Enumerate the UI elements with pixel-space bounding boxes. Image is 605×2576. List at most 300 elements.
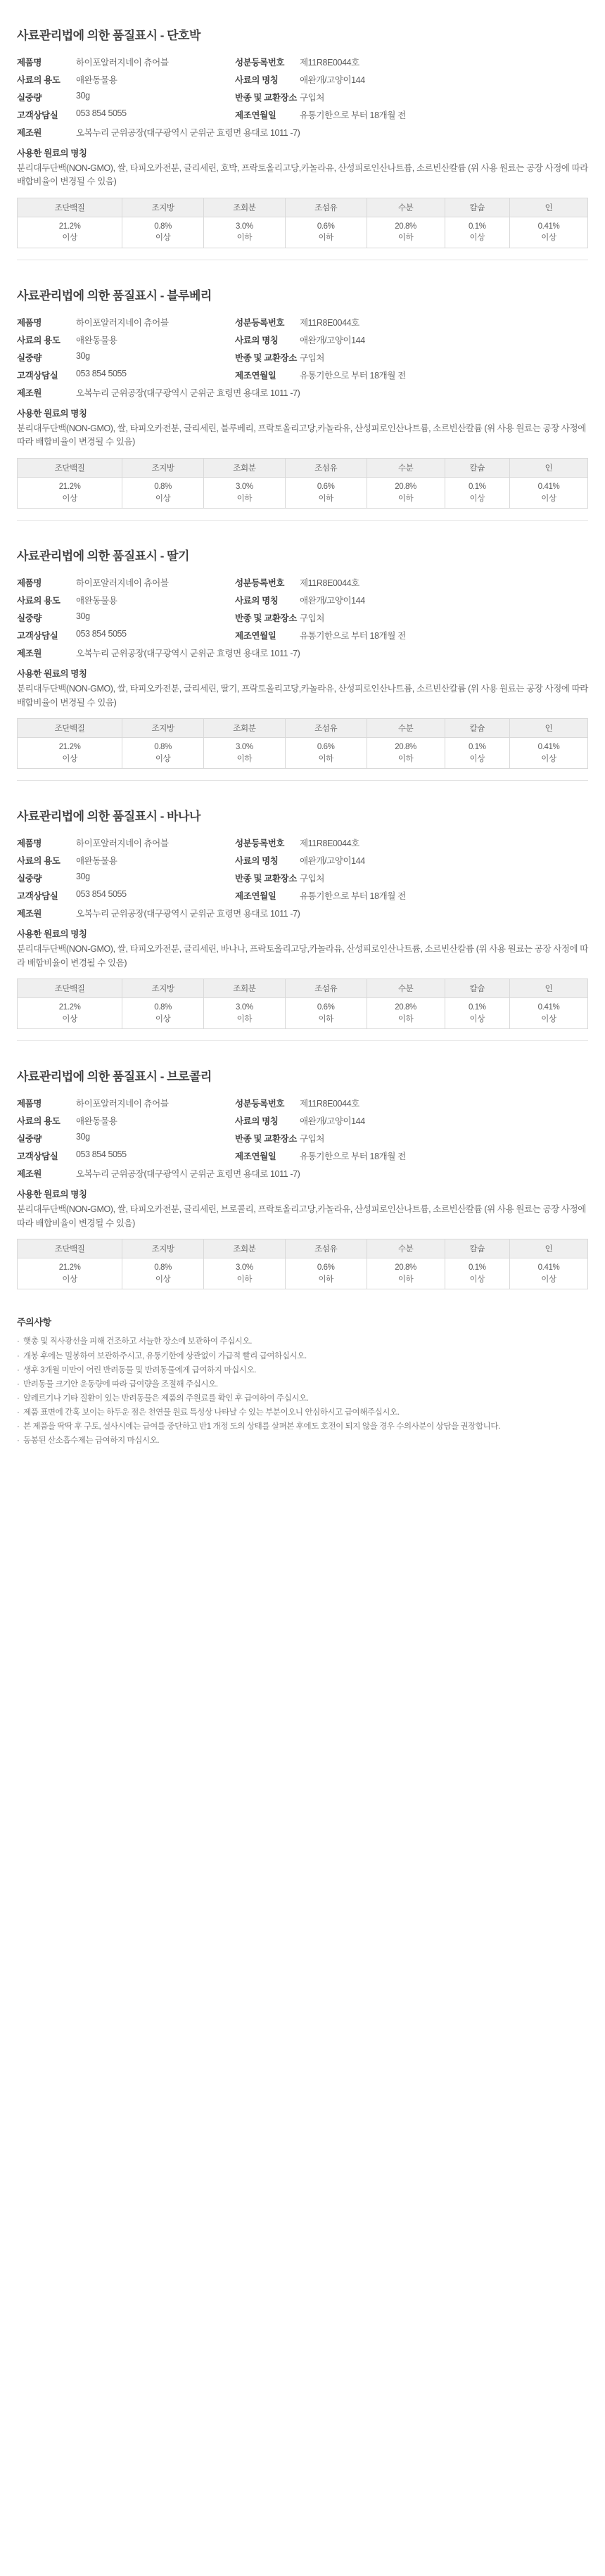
spec-key-secondary: 제조연월일 bbox=[235, 891, 276, 901]
nutrition-header-cell: 조지방 bbox=[122, 458, 204, 477]
spec-key: 사료의 용도 bbox=[17, 75, 60, 85]
nutrition-header-cell: 조회분 bbox=[203, 458, 285, 477]
nutrition-amount: 21.2% bbox=[58, 222, 81, 231]
nutrition-qualifier: 이상 bbox=[469, 234, 485, 243]
spec-row bbox=[17, 1164, 588, 1182]
precaution-item: · 알레르기나 기타 질환이 있는 반려동물은 제품의 주원료를 확인 후 급여하여 주십시오. bbox=[17, 1391, 588, 1405]
nutrition-amount: 3.0% bbox=[236, 482, 253, 491]
spec-table bbox=[17, 1094, 588, 1182]
nutrition-header-row bbox=[18, 1239, 588, 1258]
spec-row bbox=[17, 348, 588, 366]
nutrition-amount: 20.8% bbox=[395, 222, 416, 231]
nutrition-amount: 21.2% bbox=[58, 742, 81, 751]
precautions-list bbox=[17, 1334, 588, 1448]
nutrition-value-cell bbox=[509, 998, 587, 1029]
nutrition-header-cell: 조단백질 bbox=[18, 1239, 122, 1258]
ingredients-text: 분리대두단백(NON-GMO), 쌀, 타피오카전분, 글리세린, 브로콜리, 프락토올리고당,카놀라유, 산성피로인산나트륨, 소르빈산칼륨 (위 사용 원료는 공장 사정에 따라 배합비율이 변경될 수 있음) bbox=[17, 1204, 586, 1228]
nutrition-header-cell: 조섬유 bbox=[285, 979, 367, 998]
nutrition-header-row bbox=[18, 979, 588, 998]
label-title: 사료관리법에 의한 품질표시 - 단호박 bbox=[17, 29, 200, 42]
nutrition-qualifier: 이하 bbox=[318, 494, 333, 503]
nutrition-qualifier: 이상 bbox=[155, 1275, 171, 1284]
nutrition-value-cell bbox=[203, 477, 285, 508]
spec-key-secondary: 성분등록번호 bbox=[235, 317, 285, 328]
spec-table bbox=[17, 313, 588, 401]
nutrition-header-cell: 수분 bbox=[367, 979, 445, 998]
nutrition-qualifier: 이상 bbox=[541, 1275, 556, 1284]
nutrition-value-cell bbox=[285, 737, 367, 768]
spec-row bbox=[17, 591, 588, 608]
nutrition-header-cell: 조지방 bbox=[122, 1239, 204, 1258]
spec-key: 제품명 bbox=[17, 578, 42, 588]
nutrition-qualifier: 이상 bbox=[62, 754, 77, 763]
ingredients-heading: 사용한 원료의 명칭 bbox=[17, 148, 87, 158]
nutrition-amount: 0.6% bbox=[317, 1263, 335, 1273]
spec-key: 고객상담실 bbox=[17, 110, 58, 120]
nutrition-qualifier: 이상 bbox=[155, 494, 171, 503]
spec-value-secondary: 제11R8E0044호 bbox=[300, 1098, 359, 1109]
nutrition-header-cell: 인 bbox=[509, 718, 587, 737]
spec-row bbox=[17, 1111, 588, 1129]
spec-row bbox=[17, 1094, 588, 1111]
nutrition-value-row bbox=[18, 217, 588, 248]
spec-row bbox=[17, 106, 588, 123]
spec-value-secondary: 애완개/고양이144 bbox=[300, 1116, 365, 1126]
nutrition-header-cell: 조지방 bbox=[122, 718, 204, 737]
spec-value-secondary: 애완개/고양이144 bbox=[300, 335, 365, 345]
nutrition-qualifier: 이하 bbox=[318, 234, 333, 243]
nutrition-qualifier: 이상 bbox=[469, 494, 485, 503]
nutrition-value-cell bbox=[18, 1258, 122, 1289]
nutrition-header-cell: 조단백질 bbox=[18, 198, 122, 217]
nutrition-header-cell: 조회분 bbox=[203, 1239, 285, 1258]
spec-key: 실중량 bbox=[17, 92, 42, 103]
spec-key: 실중량 bbox=[17, 873, 42, 884]
nutrition-value-cell bbox=[285, 217, 367, 248]
nutrition-header-cell: 조회분 bbox=[203, 979, 285, 998]
spec-row bbox=[17, 834, 588, 851]
spec-value: 애완동물용 bbox=[76, 75, 117, 85]
nutrition-header-cell: 칼슘 bbox=[445, 979, 509, 998]
ingredients-heading: 사용한 원료의 명칭 bbox=[17, 669, 87, 680]
nutrition-value-cell bbox=[445, 998, 509, 1029]
nutrition-amount: 3.0% bbox=[236, 742, 253, 751]
nutrition-qualifier: 이하 bbox=[397, 754, 414, 763]
nutrition-value-cell bbox=[203, 998, 285, 1029]
label-title: 사료관리법에 의한 품질표시 - 블루베리 bbox=[17, 289, 212, 303]
spec-key: 제품명 bbox=[17, 317, 42, 328]
nutrition-amount: 21.2% bbox=[58, 1003, 81, 1012]
nutrition-header-cell: 조지방 bbox=[122, 198, 204, 217]
nutrition-qualifier: 이하 bbox=[397, 234, 414, 243]
spec-key-secondary: 사료의 명칭 bbox=[235, 335, 279, 345]
spec-value: 하이포알러지네이 츄어블 bbox=[76, 57, 169, 68]
nutrition-qualifier: 이하 bbox=[397, 1275, 414, 1284]
nutrition-header-cell: 인 bbox=[509, 458, 587, 477]
nutrition-amount: 21.2% bbox=[58, 482, 81, 491]
nutrition-header-cell: 조단백질 bbox=[18, 979, 122, 998]
spec-row bbox=[17, 644, 588, 661]
spec-row bbox=[17, 904, 588, 922]
spec-value: 하이포알러지네이 츄어블 bbox=[76, 578, 169, 588]
spec-value: 053 854 5055 bbox=[76, 888, 127, 899]
ingredients-text: 분리대두단백(NON-GMO), 쌀, 타피오카전분, 글리세린, 딸기, 프락토올리고당,카놀라유, 산성피로인산나트륨, 소르빈산칼륨 (위 사용 원료는 공장 사정에 따라 배합비율이 변경될 수 있음) bbox=[17, 684, 588, 708]
spec-key-secondary: 제조연월일 bbox=[235, 1151, 276, 1161]
spec-key: 사료의 용도 bbox=[17, 855, 60, 866]
nutrition-value-cell bbox=[445, 737, 509, 768]
nutrition-qualifier: 이상 bbox=[62, 1275, 77, 1284]
product-label-block bbox=[0, 781, 605, 1029]
nutrition-header-cell: 조단백질 bbox=[18, 458, 122, 477]
spec-key: 사료의 용도 bbox=[17, 335, 60, 345]
spec-value-secondary: 구입처 bbox=[300, 1133, 325, 1144]
precaution-item: · 햇총 및 직사광선을 피해 건조하고 서늘한 장소에 보관하여 주십시오. bbox=[17, 1334, 588, 1348]
spec-key-secondary: 제조연월일 bbox=[235, 110, 276, 120]
spec-table bbox=[17, 53, 588, 141]
spec-row bbox=[17, 313, 588, 331]
nutrition-amount: 0.41% bbox=[537, 482, 560, 491]
product-label-block bbox=[0, 260, 605, 509]
nutrition-qualifier: 이하 bbox=[318, 754, 333, 763]
spec-key: 제조원 bbox=[17, 908, 42, 919]
nutrition-header-cell: 수분 bbox=[367, 198, 445, 217]
spec-key: 고객상담실 bbox=[17, 891, 58, 901]
nutrition-amount: 0.8% bbox=[154, 1003, 172, 1012]
spec-row bbox=[17, 123, 588, 141]
nutrition-qualifier: 이상 bbox=[541, 234, 556, 243]
spec-value: 30g bbox=[76, 611, 90, 621]
nutrition-header-cell: 조섬유 bbox=[285, 198, 367, 217]
nutrition-header-row bbox=[18, 718, 588, 737]
spec-value-secondary: 애완개/고양이144 bbox=[300, 75, 365, 85]
nutrition-amount: 0.6% bbox=[317, 1003, 335, 1012]
nutrition-header-cell: 인 bbox=[509, 979, 587, 998]
product-label-block bbox=[0, 1041, 605, 1289]
precaution-item: · 동봉된 산소흡수제는 급여하지 마십시오. bbox=[17, 1434, 588, 1448]
nutrition-value-cell bbox=[367, 217, 445, 248]
nutrition-value-cell bbox=[509, 217, 587, 248]
spec-row bbox=[17, 366, 588, 383]
spec-key-secondary: 성분등록번호 bbox=[235, 57, 285, 68]
nutrition-value-cell bbox=[18, 477, 122, 508]
nutrition-value-cell bbox=[122, 998, 204, 1029]
nutrition-value-cell bbox=[122, 737, 204, 768]
spec-key: 제조원 bbox=[17, 648, 42, 658]
spec-key-secondary: 반종 및 교환장소 bbox=[235, 873, 297, 884]
nutrition-header-cell: 칼슘 bbox=[445, 718, 509, 737]
nutrition-amount: 0.6% bbox=[317, 482, 335, 491]
spec-value: 하이포알러지네이 츄어블 bbox=[76, 317, 169, 328]
nutrition-header-cell: 수분 bbox=[367, 718, 445, 737]
spec-value: 애완동물용 bbox=[76, 1116, 117, 1126]
nutrition-qualifier: 이상 bbox=[541, 494, 556, 503]
spec-value-secondary: 구입처 bbox=[300, 873, 325, 884]
spec-value: 053 854 5055 bbox=[76, 368, 127, 378]
spec-value: 오복누리 군위공장(대구광역시 군위군 효령면 용대로 1011 -7) bbox=[76, 1168, 300, 1179]
nutrition-qualifier: 이하 bbox=[397, 494, 414, 503]
spec-value: 053 854 5055 bbox=[76, 628, 127, 639]
nutrition-amount: 3.0% bbox=[236, 1263, 253, 1273]
nutrition-value-cell bbox=[367, 477, 445, 508]
spec-value: 30g bbox=[76, 871, 90, 881]
spec-row bbox=[17, 53, 588, 70]
nutrition-amount: 0.1% bbox=[468, 482, 486, 491]
spec-value: 30g bbox=[76, 350, 90, 361]
nutrition-value-cell bbox=[122, 477, 204, 508]
ingredients-heading: 사용한 원료의 명칭 bbox=[17, 929, 87, 940]
nutrition-value-cell bbox=[285, 477, 367, 508]
spec-key: 사료의 용도 bbox=[17, 595, 60, 606]
nutrition-value-cell bbox=[285, 998, 367, 1029]
nutrition-qualifier: 이하 bbox=[236, 1014, 253, 1024]
spec-value: 애완동물용 bbox=[76, 595, 117, 606]
spec-row bbox=[17, 573, 588, 591]
nutrition-amount: 3.0% bbox=[236, 1003, 253, 1012]
spec-value-secondary: 구입처 bbox=[300, 352, 325, 363]
spec-key-secondary: 사료의 명칭 bbox=[235, 595, 279, 606]
spec-key-secondary: 반종 및 교환장소 bbox=[235, 1133, 297, 1144]
spec-key: 실중량 bbox=[17, 613, 42, 623]
spec-row bbox=[17, 88, 588, 106]
nutrition-value-cell bbox=[203, 737, 285, 768]
spec-key-secondary: 반종 및 교환장소 bbox=[235, 352, 297, 363]
nutrition-qualifier: 이상 bbox=[155, 234, 171, 243]
spec-key-secondary: 성분등록번호 bbox=[235, 838, 285, 848]
nutrition-value-cell bbox=[18, 737, 122, 768]
nutrition-amount: 0.8% bbox=[154, 742, 172, 751]
nutrition-value-cell bbox=[203, 217, 285, 248]
spec-row bbox=[17, 1129, 588, 1147]
precaution-item: · 본 제품을 딱딱 후 구토, 설사시에는 급여를 중단하고 반1 개정 도의 상태를 살펴본 후에도 호전이 되지 않을 경우 수의사분이 상담을 권장합니다. bbox=[17, 1420, 588, 1434]
nutrition-value-cell bbox=[445, 1258, 509, 1289]
precautions-section bbox=[0, 1296, 605, 1469]
label-title: 사료관리법에 의한 품질표시 - 바나나 bbox=[17, 810, 200, 824]
nutrition-amount: 0.8% bbox=[154, 482, 172, 491]
precaution-item: · 제품 표면에 간혹 보이는 하두운 점은 천연물 원료 특성상 나타날 수 있는 부분이오니 안심하시고 급여해주십시오. bbox=[17, 1405, 588, 1420]
ingredients-text: 분리대두단백(NON-GMO), 쌀, 타피오카전분, 글리세린, 바나나, 프락토올리고당,카놀라유, 산성피로인산나트륨, 소르빈산칼륨 (위 사용 원료는 공장 사정에 따라 배합비율이 변경될 수 있음) bbox=[17, 944, 588, 968]
nutrition-header-cell: 조섬유 bbox=[285, 458, 367, 477]
nutrition-header-cell: 조지방 bbox=[122, 979, 204, 998]
spec-value: 053 854 5055 bbox=[76, 108, 127, 118]
spec-value: 30g bbox=[76, 90, 90, 101]
spec-value: 애완동물용 bbox=[76, 335, 117, 345]
spec-value-secondary: 유통기한으로 부터 18개월 전 bbox=[300, 891, 406, 901]
nutrition-header-cell: 칼슘 bbox=[445, 1239, 509, 1258]
nutrition-value-row bbox=[18, 477, 588, 508]
nutrition-table bbox=[17, 718, 588, 769]
nutrition-header-cell: 인 bbox=[509, 198, 587, 217]
spec-key: 실중량 bbox=[17, 352, 42, 363]
nutrition-qualifier: 이상 bbox=[155, 754, 171, 763]
nutrition-header-cell: 칼슘 bbox=[445, 198, 509, 217]
spec-key-secondary: 사료의 명칭 bbox=[235, 855, 279, 866]
nutrition-amount: 0.41% bbox=[537, 1263, 560, 1273]
spec-table bbox=[17, 573, 588, 661]
ingredients-text: 분리대두단백(NON-GMO), 쌀, 타피오카전분, 글리세린, 블루베리, 프락토올리고당,카놀라유, 산성피로인산나트륨, 소르빈산칼륨 (위 사용 원료는 공장 사정에 따라 배합비율이 변경될 수 있음) bbox=[17, 423, 586, 447]
spec-value-secondary: 유통기한으로 부터 18개월 전 bbox=[300, 630, 406, 641]
nutrition-amount: 20.8% bbox=[395, 1263, 416, 1273]
spec-row bbox=[17, 70, 588, 88]
nutrition-qualifier: 이상 bbox=[469, 1275, 485, 1284]
nutrition-value-cell bbox=[445, 477, 509, 508]
spec-key: 사료의 용도 bbox=[17, 1116, 60, 1126]
nutrition-value-cell bbox=[367, 737, 445, 768]
ingredients-text: 분리대두단백(NON-GMO), 쌀, 타피오카전분, 글리세린, 호박, 프락토올리고당,카놀라유, 산성피로인산나트륨, 소르빈산칼륨 (위 사용 원료는 공장 사정에 따라 배합비율이 변경될 수 있음) bbox=[17, 163, 588, 187]
spec-value: 오복누리 군위공장(대구광역시 군위군 효령면 용대로 1011 -7) bbox=[76, 908, 300, 919]
spec-key: 제조원 bbox=[17, 127, 42, 138]
ingredients-heading: 사용한 원료의 명칭 bbox=[17, 1190, 87, 1200]
spec-value: 애완동물용 bbox=[76, 855, 117, 866]
spec-row bbox=[17, 1147, 588, 1164]
nutrition-qualifier: 이하 bbox=[397, 1014, 414, 1024]
spec-key-secondary: 성분등록번호 bbox=[235, 1098, 285, 1109]
spec-value-secondary: 제11R8E0044호 bbox=[300, 57, 359, 68]
nutrition-amount: 20.8% bbox=[395, 1003, 416, 1012]
spec-key: 제품명 bbox=[17, 838, 42, 848]
nutrition-header-cell: 조섬유 bbox=[285, 1239, 367, 1258]
nutrition-amount: 0.6% bbox=[317, 742, 335, 751]
spec-table bbox=[17, 834, 588, 922]
nutrition-amount: 0.8% bbox=[154, 1263, 172, 1273]
nutrition-amount: 0.1% bbox=[468, 222, 486, 231]
precaution-item: · 개봉 후에는 밀봉하여 보관하주시고, 유통기한에 상관없이 가급적 빨리 급여하십시오. bbox=[17, 1349, 588, 1363]
spec-key: 제품명 bbox=[17, 57, 42, 68]
nutrition-value-row bbox=[18, 998, 588, 1029]
nutrition-amount: 20.8% bbox=[395, 482, 416, 491]
spec-key-secondary: 성분등록번호 bbox=[235, 578, 285, 588]
spec-key-secondary: 제조연월일 bbox=[235, 630, 276, 641]
nutrition-table bbox=[17, 198, 588, 248]
spec-row bbox=[17, 383, 588, 401]
nutrition-value-cell bbox=[203, 1258, 285, 1289]
spec-value-secondary: 제11R8E0044호 bbox=[300, 838, 359, 848]
nutrition-amount: 0.1% bbox=[468, 1263, 486, 1273]
nutrition-header-cell: 조단백질 bbox=[18, 718, 122, 737]
nutrition-header-cell: 수분 bbox=[367, 1239, 445, 1258]
nutrition-value-row bbox=[18, 1258, 588, 1289]
nutrition-value-cell bbox=[367, 1258, 445, 1289]
nutrition-amount: 20.8% bbox=[395, 742, 416, 751]
nutrition-qualifier: 이상 bbox=[62, 234, 77, 243]
nutrition-header-cell: 수분 bbox=[367, 458, 445, 477]
nutrition-table bbox=[17, 1239, 588, 1289]
spec-value-secondary: 제11R8E0044호 bbox=[300, 578, 359, 588]
spec-key: 제품명 bbox=[17, 1098, 42, 1109]
nutrition-value-cell bbox=[285, 1258, 367, 1289]
spec-value-secondary: 애완개/고양이144 bbox=[300, 595, 365, 606]
nutrition-qualifier: 이하 bbox=[236, 234, 253, 243]
nutrition-amount: 0.41% bbox=[537, 1003, 560, 1012]
spec-value: 오복누리 군위공장(대구광역시 군위군 효령면 용대로 1011 -7) bbox=[76, 388, 300, 398]
spec-key: 고객상담실 bbox=[17, 1151, 58, 1161]
spec-row bbox=[17, 626, 588, 644]
nutrition-amount: 0.41% bbox=[537, 222, 560, 231]
nutrition-qualifier: 이하 bbox=[318, 1275, 333, 1284]
nutrition-table bbox=[17, 978, 588, 1029]
nutrition-value-cell bbox=[367, 998, 445, 1029]
nutrition-header-cell: 인 bbox=[509, 1239, 587, 1258]
spec-key-secondary: 반종 및 교환장소 bbox=[235, 92, 297, 103]
spec-key-secondary: 사료의 명칭 bbox=[235, 75, 279, 85]
nutrition-header-cell: 칼슘 bbox=[445, 458, 509, 477]
nutrition-value-cell bbox=[122, 1258, 204, 1289]
spec-value: 053 854 5055 bbox=[76, 1149, 127, 1159]
spec-row bbox=[17, 886, 588, 904]
nutrition-header-row bbox=[18, 458, 588, 477]
nutrition-value-cell bbox=[509, 477, 587, 508]
spec-row bbox=[17, 869, 588, 886]
spec-value-secondary: 유통기한으로 부터 18개월 전 bbox=[300, 110, 406, 120]
nutrition-amount: 0.8% bbox=[154, 222, 172, 231]
spec-key: 실중량 bbox=[17, 1133, 42, 1144]
nutrition-value-cell bbox=[122, 217, 204, 248]
spec-value-secondary: 유통기한으로 부터 18개월 전 bbox=[300, 370, 406, 381]
nutrition-qualifier: 이하 bbox=[236, 754, 253, 763]
nutrition-value-cell bbox=[18, 217, 122, 248]
spec-value: 오복누리 군위공장(대구광역시 군위군 효령면 용대로 1011 -7) bbox=[76, 127, 300, 138]
spec-key-secondary: 사료의 명칭 bbox=[235, 1116, 279, 1126]
spec-value-secondary: 제11R8E0044호 bbox=[300, 317, 359, 328]
nutrition-value-row bbox=[18, 737, 588, 768]
spec-value: 하이포알러지네이 츄어블 bbox=[76, 1098, 169, 1109]
nutrition-qualifier: 이하 bbox=[236, 1275, 253, 1284]
spec-value-secondary: 유통기한으로 부터 18개월 전 bbox=[300, 1151, 406, 1161]
label-title: 사료관리법에 의한 품질표시 - 딸기 bbox=[17, 549, 189, 563]
nutrition-header-cell: 조회분 bbox=[203, 718, 285, 737]
nutrition-amount: 0.41% bbox=[537, 742, 560, 751]
nutrition-qualifier: 이상 bbox=[62, 494, 77, 503]
product-label-block bbox=[0, 521, 605, 769]
precaution-item: · 생후 3개월 미만이 어린 반려동물 및 반려동물에게 급여하지 마십시오. bbox=[17, 1363, 588, 1377]
nutrition-qualifier: 이하 bbox=[236, 494, 253, 503]
nutrition-table bbox=[17, 458, 588, 509]
precaution-item: · 반려동물 크기안 운동량에 따라 급여량을 조절해 주십시오. bbox=[17, 1377, 588, 1391]
spec-key: 제조원 bbox=[17, 1168, 42, 1179]
nutrition-amount: 21.2% bbox=[58, 1263, 81, 1273]
spec-value: 하이포알러지네이 츄어블 bbox=[76, 838, 169, 848]
nutrition-qualifier: 이상 bbox=[469, 754, 485, 763]
precautions-title: 주의사항 bbox=[17, 1317, 51, 1328]
nutrition-header-cell: 조섬유 bbox=[285, 718, 367, 737]
spec-value-secondary: 애완개/고양이144 bbox=[300, 855, 365, 866]
spec-key-secondary: 반종 및 교환장소 bbox=[235, 613, 297, 623]
spec-value: 오복누리 군위공장(대구광역시 군위군 효령면 용대로 1011 -7) bbox=[76, 648, 300, 658]
nutrition-header-row bbox=[18, 198, 588, 217]
nutrition-value-cell bbox=[509, 737, 587, 768]
nutrition-header-cell: 조회분 bbox=[203, 198, 285, 217]
nutrition-amount: 0.1% bbox=[468, 1003, 486, 1012]
nutrition-qualifier: 이상 bbox=[541, 754, 556, 763]
nutrition-qualifier: 이상 bbox=[62, 1014, 77, 1024]
ingredients-heading: 사용한 원료의 명칭 bbox=[17, 409, 87, 419]
spec-value: 30g bbox=[76, 1131, 90, 1142]
nutrition-value-cell bbox=[18, 998, 122, 1029]
spec-row bbox=[17, 608, 588, 626]
spec-row bbox=[17, 851, 588, 869]
nutrition-value-cell bbox=[445, 217, 509, 248]
nutrition-qualifier: 이하 bbox=[318, 1014, 333, 1024]
nutrition-amount: 0.1% bbox=[468, 742, 486, 751]
product-label-block bbox=[0, 0, 605, 248]
nutrition-qualifier: 이상 bbox=[155, 1014, 171, 1024]
nutrition-amount: 0.6% bbox=[317, 222, 335, 231]
spec-key: 고객상담실 bbox=[17, 370, 58, 381]
spec-key-secondary: 제조연월일 bbox=[235, 370, 276, 381]
spec-key: 제조원 bbox=[17, 388, 42, 398]
nutrition-qualifier: 이상 bbox=[469, 1014, 485, 1024]
spec-key: 고객상담실 bbox=[17, 630, 58, 641]
spec-value-secondary: 구입처 bbox=[300, 613, 325, 623]
